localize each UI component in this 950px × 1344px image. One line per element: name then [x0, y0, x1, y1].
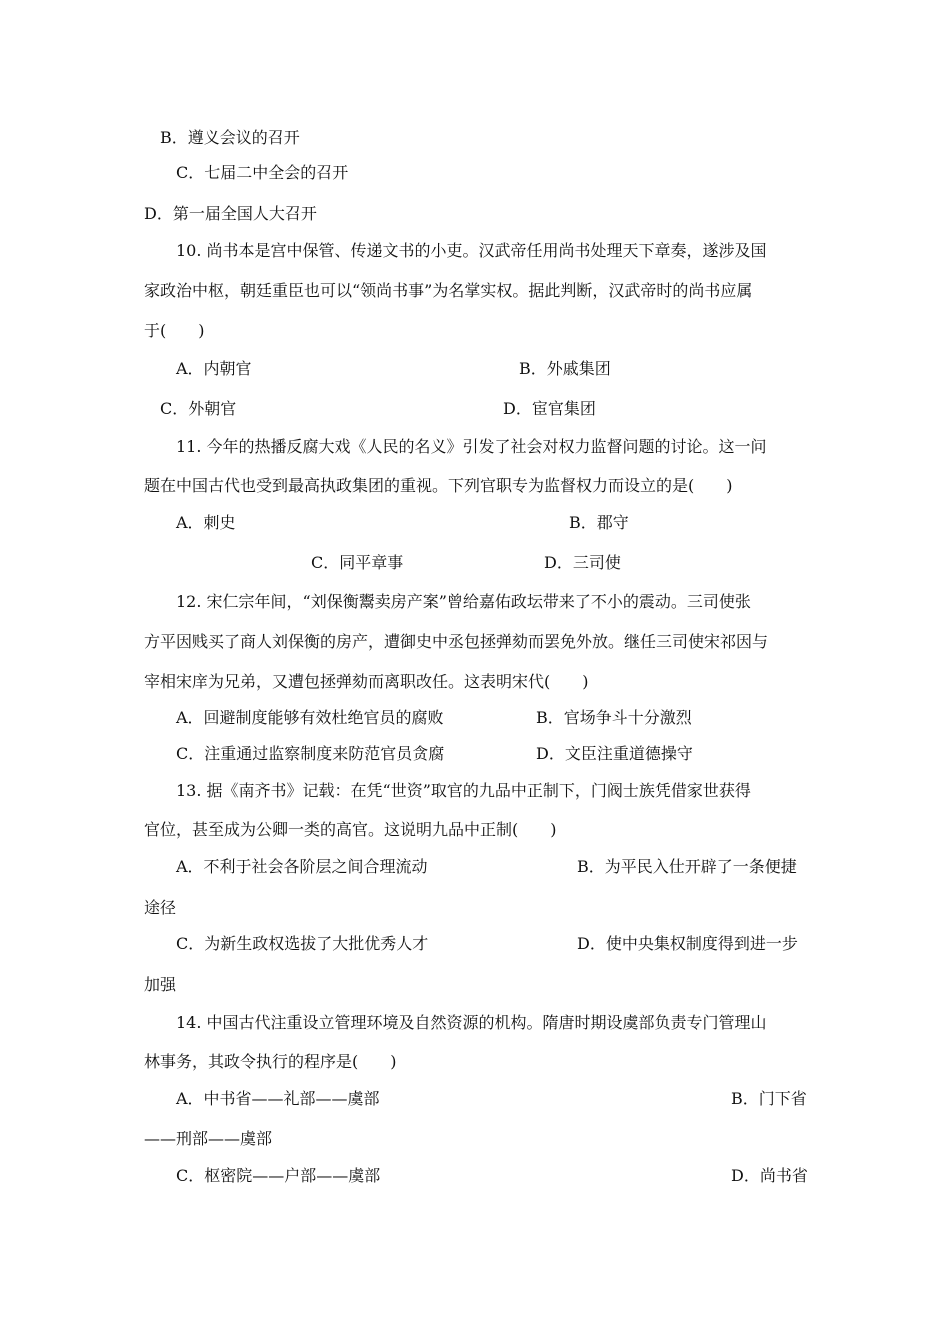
q13-option-d-cont-line	[0, 970, 950, 1000]
q10-options-row-2	[0, 394, 950, 424]
q11-options-row-1	[0, 508, 950, 538]
q9-option-d-line	[0, 199, 950, 229]
q14-options-row-2	[0, 1161, 950, 1191]
q12-options-row-1	[0, 703, 950, 733]
q14-option-b-cont-line	[0, 1124, 950, 1154]
q11-option-c: C．同平章事	[311, 553, 404, 572]
q9-option-d: D．第一届全国人大召开	[144, 204, 317, 223]
q14-stem-line-1: 14. 中国古代注重设立管理环境及自然资源的机构。隋唐时期设虞部负责专门管理山	[176, 1013, 767, 1032]
q14-option-b-continuation: ——刑部——虞部	[144, 1129, 273, 1148]
q9-option-c: C．七届二中全会的召开	[176, 163, 349, 182]
q9-option-b: B．遵义会议的召开	[160, 128, 300, 147]
q10-option-c: C．外朝官	[160, 399, 237, 418]
q13-options-row-1	[0, 852, 950, 882]
q12-option-a: A．回避制度能够有效杜绝官员的腐败	[176, 708, 444, 727]
q11-options-row-2	[0, 548, 950, 578]
q13-option-d-continuation: 加强	[144, 975, 177, 994]
q9-option-c-line	[0, 158, 950, 188]
q9-option-b-line	[0, 123, 950, 153]
q14-options-row-1	[0, 1084, 950, 1114]
q13-option-b: B．为平民入仕开辟了一条便捷	[577, 857, 797, 876]
q12-stem-line-3: 宰相宋庠为兄弟，又遭包拯弹劾而离职改任。这表明宋代( )	[144, 672, 589, 691]
q12-options-row-2	[0, 739, 950, 769]
q13-stem-line-2: 官位，甚至成为公卿一类的高官。这说明九品中正制( )	[144, 820, 557, 839]
q14-option-c: C．枢密院——户部——虞部	[176, 1166, 381, 1185]
q11-option-d: D．三司使	[544, 553, 621, 572]
q13-option-b-continuation: 途径	[144, 898, 177, 917]
q11-stem-line-2: 题在中国古代也受到最高执政集团的重视。下列官职专为监督权力而设立的是( )	[144, 476, 733, 495]
q10-stem-line-1: 10. 尚书本是宫中保管、传递文书的小吏。汉武帝任用尚书处理天下章奏，遂涉及国	[176, 241, 767, 260]
q12-stem-line-2: 方平因贱买了商人刘保衡的房产，遭御史中丞包拯弹劾而罢免外放。继任三司使宋祁因与	[144, 632, 769, 651]
q10-stem-line-3: 于( )	[144, 321, 205, 340]
q10-options-row-1	[0, 354, 950, 384]
q14-stem-line-2: 林事务，其政令执行的程序是( )	[144, 1052, 397, 1071]
q10-stem-line-2: 家政治中枢，朝廷重臣也可以“领尚书事”为名掌实权。据此判断，汉武帝时的尚书应属	[144, 281, 753, 300]
q13-stem-line-1: 13. 据《南齐书》记载：在凭“世资”取官的九品中正制下，门阀士族凭借家世获得	[176, 781, 751, 800]
q12-stem-line-1: 12. 宋仁宗年间，“刘保衡鬻卖房产案”曾给嘉佑政坛带来了不小的震动。三司使张	[176, 592, 751, 611]
q13-option-c: C．为新生政权选拔了大批优秀人才	[176, 934, 429, 953]
q12-option-c: C．注重通过监察制度来防范官员贪腐	[176, 744, 445, 763]
q11-stem-line-1: 11. 今年的热播反腐大戏《人民的名义》引发了社会对权力监督问题的讨论。这一问	[176, 437, 767, 456]
q13-option-a: A．不利于社会各阶层之间合理流动	[176, 857, 428, 876]
q13-option-d: D．使中央集权制度得到进一步	[577, 934, 798, 953]
q11-option-a: A．刺史	[176, 513, 236, 532]
q10-option-b: B．外戚集团	[519, 359, 611, 378]
q13-options-row-2	[0, 929, 950, 959]
q10-option-d: D．宦官集团	[503, 399, 596, 418]
q10-option-a: A．内朝官	[176, 359, 252, 378]
q14-option-b: B．门下省	[731, 1089, 807, 1108]
q11-option-b: B．郡守	[569, 513, 629, 532]
q14-option-a: A．中书省——礼部——虞部	[176, 1089, 380, 1108]
q12-option-b: B．官场争斗十分激烈	[536, 708, 692, 727]
q12-option-d: D．文臣注重道德操守	[536, 744, 693, 763]
q13-option-b-cont-line	[0, 893, 950, 923]
q14-option-d: D．尚书省	[731, 1166, 808, 1185]
